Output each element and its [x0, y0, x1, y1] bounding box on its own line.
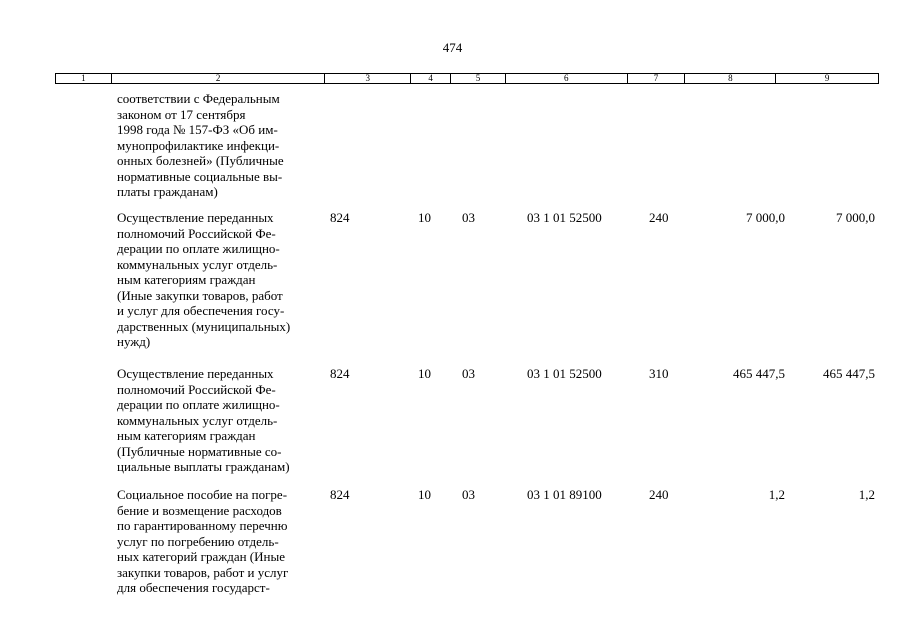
- row-col8: 1,2: [768, 487, 785, 502]
- header-cell-6: 6: [506, 74, 628, 83]
- header-cell-5: 5: [451, 74, 506, 83]
- row-col6: 03 1 01 52500: [527, 366, 602, 381]
- row-description: Осуществление переданных полномочий Российской Фе- дерации по оплате жилищно- коммунальных услуг отдель- ным категориям граждан (Публичные нормативные со- циальные выплаты гражданам): [117, 366, 290, 474]
- page-number: 474: [442, 40, 463, 55]
- row-col3: 824: [330, 366, 350, 381]
- row-col3: 824: [330, 487, 350, 502]
- header-cell-2: 2: [112, 74, 325, 83]
- row-col6: 03 1 01 89100: [527, 487, 602, 502]
- row-col5: 03: [462, 366, 475, 381]
- row-col5: 03: [462, 487, 475, 502]
- row-col7: 240: [649, 487, 669, 502]
- row-col5: 03: [462, 210, 475, 225]
- row-col9: 7 000,0: [836, 210, 875, 225]
- row-col3: 824: [330, 210, 350, 225]
- row-col7: 240: [649, 210, 669, 225]
- row-col4: 10: [418, 366, 431, 381]
- header-cell-7: 7: [628, 74, 686, 83]
- header-cell-3: 3: [325, 74, 411, 83]
- table-header: [55, 73, 879, 84]
- row-col6: 03 1 01 52500: [527, 210, 602, 225]
- row-col4: 10: [418, 210, 431, 225]
- header-cell-9: 9: [824, 73, 830, 83]
- row-col9: 1,2: [858, 487, 875, 502]
- row-description: Социальное пособие на погре- бение и возмещение расходов по гарантированному перечню услуг по погребению отдель- ных категорий граждан (Иные закупки товаров, работ и услуг для обеспечения государст-: [117, 487, 289, 595]
- header-cell-1: 1: [56, 74, 112, 83]
- row-description: соответствии с Федеральным законом от 17 сентября 1998 года № 157-ФЗ «Об им- мунопрофилактике инфекци- онных болезней» (Публичные нормативные социальные вы- платы гражданам): [117, 91, 284, 199]
- header-cell-8: 8: [685, 74, 776, 83]
- row-col8: 7 000,0: [746, 210, 785, 225]
- row-col4: 10: [418, 487, 431, 502]
- row-col8: 465 447,5: [733, 366, 785, 381]
- row-col7: 310: [649, 366, 669, 381]
- header-cell-4: 4: [411, 74, 451, 83]
- row-col9: 465 447,5: [823, 366, 875, 381]
- row-description: Осуществление переданных полномочий Российской Фе- дерации по оплате жилищно- коммунальных услуг отдель- ным категориям граждан (Иные закупки товаров, работ и услуг для обеспечения госу- дарственных (муниципальных) нужд): [117, 210, 291, 349]
